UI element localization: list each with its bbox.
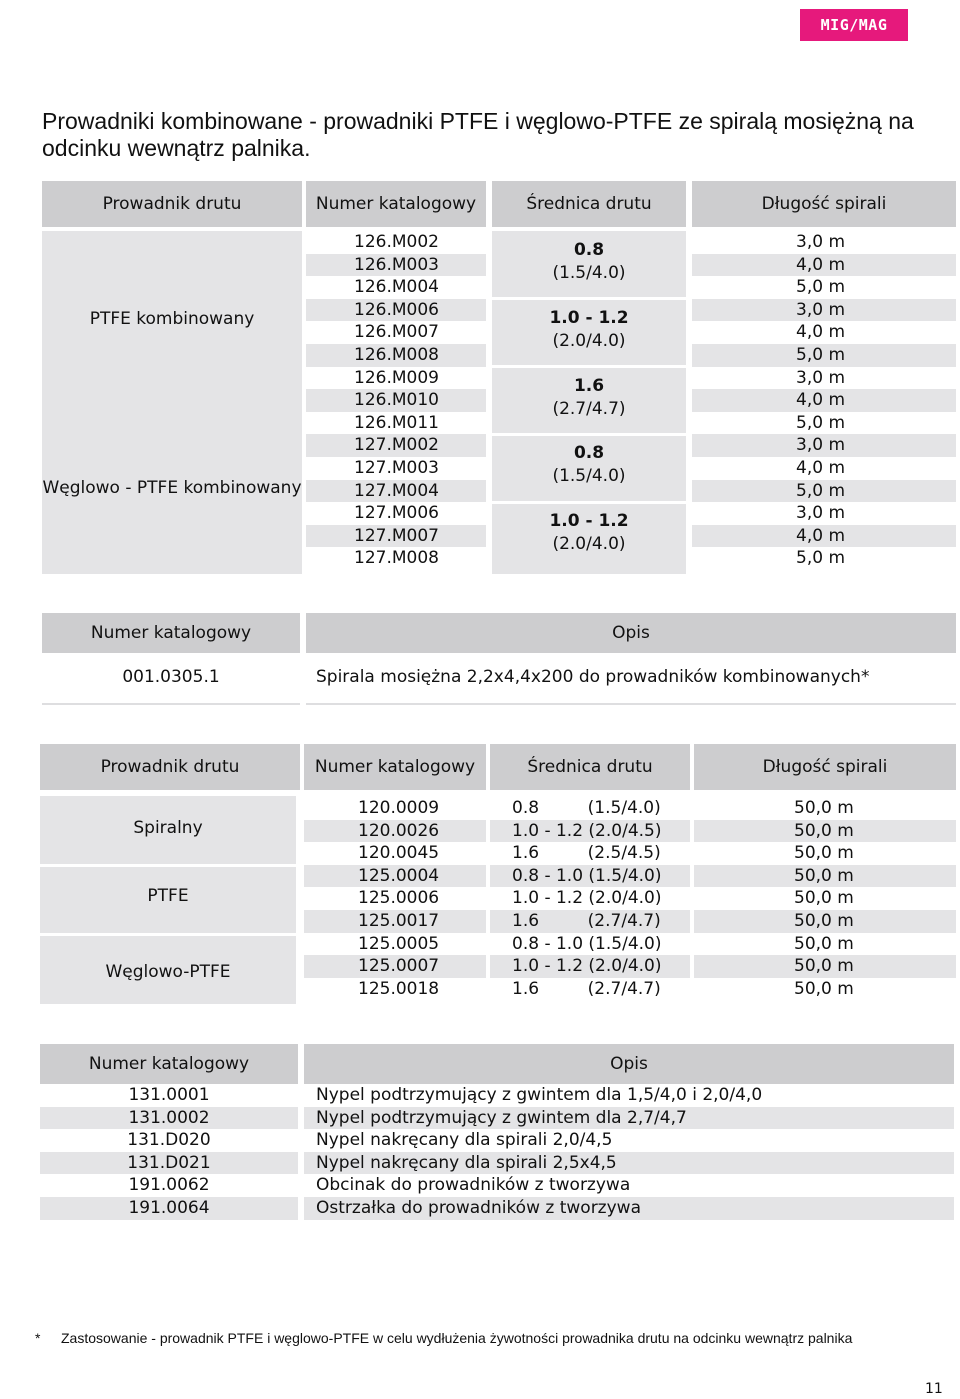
spiral-length-cell: 50,0 m — [794, 933, 854, 954]
table2-row-code: 001.0305.1 — [122, 667, 220, 687]
table4-header-catalog: Numer katalogowy — [40, 1044, 298, 1084]
catalog-number-cell: 126.M008 — [306, 344, 486, 367]
diameter-group-divider — [492, 433, 686, 436]
catalog-number-cell: 126.M010 — [306, 389, 486, 412]
accessory-description-cell: Nypel nakręcany dla spirali 2,5x4,5 — [304, 1152, 954, 1175]
table3-length-column — [694, 797, 956, 1000]
diameter-group-divider — [492, 501, 686, 504]
table3-header-liner: Prowadnik drutu — [40, 744, 300, 790]
table3-header-diameter: Średnica drutu — [490, 744, 690, 790]
diameter-main: 1.6 — [573, 375, 605, 396]
table4-code-column — [40, 1084, 298, 1220]
spiral-length-cell: 5,0 m — [796, 277, 845, 298]
catalog-number-cell: 125.0004 — [304, 865, 486, 888]
spiral-length-cell: 3,0 m — [796, 232, 845, 252]
spiral-length-cell: 5,0 m — [796, 412, 845, 433]
group-label-ptfe-combined: PTFE kombinowany — [89, 309, 255, 329]
diameter-group-cell — [492, 375, 686, 421]
catalog-number-cell: 126.M003 — [306, 254, 486, 277]
catalog-number-cell: 127.M006 — [354, 503, 439, 524]
spiral-length-cell: 3,0 m — [692, 434, 956, 457]
catalog-number-cell: 126.M002 — [354, 232, 439, 252]
spiral-length-cell: 4,0 m — [692, 389, 956, 412]
wire-diameter-cell: 0.8 - 1.0 (1.5/4.0) — [512, 933, 662, 954]
catalog-number-cell: 125.0006 — [358, 888, 440, 909]
group-label-spiral: Spiralny — [133, 818, 203, 838]
spiral-length-cell: 50,0 m — [794, 843, 854, 864]
accessory-description-cell: Obcinak do prowadników z tworzywa — [316, 1175, 631, 1196]
catalog-number-cell: 125.0018 — [358, 978, 440, 999]
footnote-text: Zastosowanie - prowadnik PTFE i węglowo-PTFE w celu wydłużenia żywotności prowadnika drutu na odcinku wewnątrz palnika — [61, 1330, 853, 1346]
wire-diameter-cell: 1.6 (2.5/4.5) — [512, 843, 661, 864]
wire-diameter-cell: 1.0 - 1.2 (2.0/4.0) — [490, 955, 690, 978]
spiral-length-cell: 50,0 m — [794, 978, 854, 999]
spiral-length-cell: 50,0 m — [694, 865, 956, 888]
diameter-sub: (2.7/4.7) — [552, 398, 626, 419]
spiral-length-cell: 4,0 m — [796, 457, 845, 478]
spiral-length-cell: 4,0 m — [796, 322, 845, 343]
catalog-number-cell: 126.M004 — [354, 277, 439, 298]
catalog-number-cell: 126.M009 — [354, 367, 439, 388]
diameter-group-cell — [492, 239, 686, 285]
group-label-carbon-ptfe-combined: Węglowo - PTFE kombinowany — [42, 478, 302, 498]
diameter-sub: (2.0/4.0) — [552, 534, 626, 555]
table3-header-length: Długość spirali — [694, 744, 956, 790]
accessory-code-cell: 191.0062 — [128, 1175, 210, 1196]
table3-diameter-column — [490, 797, 690, 1000]
spiral-length-cell: 50,0 m — [694, 955, 956, 978]
spiral-length-cell: 4,0 m — [692, 254, 956, 277]
catalog-number-cell: 126.M007 — [354, 322, 439, 343]
catalog-number-cell: 125.0005 — [358, 933, 440, 954]
diameter-group-cell — [492, 442, 686, 488]
diameter-group-cell — [492, 510, 686, 556]
table1-header-liner: Prowadnik drutu — [42, 181, 302, 227]
page-number: 11 — [925, 1381, 943, 1397]
table1-length-column — [692, 231, 956, 570]
table2-divider — [306, 703, 956, 705]
table4-header-description: Opis — [304, 1044, 954, 1084]
table1-header-length: Długość spirali — [692, 181, 956, 227]
accessory-description-cell: Nypel podtrzymujący z gwintem dla 1,5/4,0 i 2,0/4,0 — [316, 1085, 763, 1105]
catalog-number-cell: 126.M006 — [306, 299, 486, 322]
spiral-length-cell: 5,0 m — [796, 548, 845, 569]
table3-catalog-column — [304, 797, 486, 1000]
accessory-description-cell: Ostrzałka do prowadników z tworzywa — [304, 1197, 954, 1220]
footnote-marker: * — [35, 1330, 41, 1346]
table1-header-catalog: Numer katalogowy — [306, 181, 486, 227]
table3-header-catalog: Numer katalogowy — [304, 744, 486, 790]
catalog-number-cell: 127.M004 — [306, 480, 486, 503]
table2-divider — [42, 703, 300, 705]
accessory-code-cell: 131.D020 — [127, 1130, 211, 1151]
wire-diameter-cell: 1.6 (2.7/4.7) — [512, 978, 661, 999]
wire-diameter-cell: 1.0 - 1.2 (2.0/4.5) — [490, 820, 690, 843]
page-title: Prowadniki kombinowane - prowadniki PTFE i węglowo-PTFE ze spiralą mosiężną na odcinku wewnątrz palnika. — [42, 108, 914, 161]
diameter-main: 1.0 - 1.2 — [549, 511, 629, 532]
spiral-length-cell: 50,0 m — [694, 820, 956, 843]
diameter-sub: (1.5/4.0) — [552, 466, 626, 487]
wire-diameter-cell: 0.8 (1.5/4.0) — [512, 798, 661, 818]
diameter-main: 1.0 - 1.2 — [549, 307, 629, 328]
spiral-length-cell: 50,0 m — [794, 798, 854, 818]
catalog-number-cell: 120.0026 — [304, 820, 486, 843]
accessory-description-cell: Nypel podtrzymujący z gwintem dla 2,7/4,7 — [304, 1107, 954, 1130]
diameter-group-divider — [492, 365, 686, 368]
catalog-number-cell: 126.M011 — [354, 412, 439, 433]
accessory-code-cell: 131.0002 — [40, 1107, 298, 1130]
accessory-code-cell: 191.0064 — [40, 1197, 298, 1220]
catalog-number-cell: 127.M008 — [354, 548, 439, 569]
catalog-number-cell: 125.0017 — [304, 910, 486, 933]
table2-header-description: Opis — [306, 613, 956, 653]
table2-header-catalog: Numer katalogowy — [42, 613, 300, 653]
catalog-number-cell: 125.0007 — [304, 955, 486, 978]
diameter-group-cell — [492, 307, 686, 353]
spiral-length-cell: 5,0 m — [692, 480, 956, 503]
spiral-length-cell: 50,0 m — [694, 910, 956, 933]
spiral-length-cell: 3,0 m — [692, 299, 956, 322]
group-label-carbon-ptfe: Węglowo-PTFE — [105, 962, 231, 982]
catalog-number-cell: 127.M002 — [306, 434, 486, 457]
spiral-length-cell: 50,0 m — [794, 888, 854, 909]
diameter-main: 0.8 — [573, 240, 605, 260]
catalog-number-cell: 120.0045 — [358, 843, 440, 864]
table4-description-column — [304, 1084, 954, 1220]
wire-diameter-cell: 1.0 - 1.2 (2.0/4.0) — [512, 888, 662, 909]
accessory-code-cell: 131.D021 — [40, 1152, 298, 1175]
accessory-code-cell: 131.0001 — [128, 1085, 210, 1105]
diameter-sub: (2.0/4.0) — [552, 330, 626, 351]
catalog-number-cell: 127.M003 — [354, 457, 439, 478]
table1-catalog-column — [306, 231, 486, 570]
table1-liner-column — [42, 231, 302, 574]
wire-diameter-cell: 1.6 (2.7/4.7) — [490, 910, 690, 933]
diameter-main: 0.8 — [573, 443, 605, 464]
spiral-length-cell: 5,0 m — [692, 344, 956, 367]
diameter-group-divider — [492, 297, 686, 300]
catalog-number-cell: 120.0009 — [358, 798, 440, 818]
catalog-number-cell: 127.M007 — [306, 525, 486, 548]
diameter-sub: (1.5/4.0) — [552, 263, 626, 283]
table2-row-description: Spirala mosiężna 2,2x4,4x200 do prowadników kombinowanych* — [316, 667, 870, 687]
group-label-ptfe: PTFE — [147, 886, 189, 906]
table1-header-diameter: Średnica drutu — [492, 181, 686, 227]
spiral-length-cell: 4,0 m — [692, 525, 956, 548]
section-tag-mig-mag: MIG/MAG — [800, 9, 908, 41]
spiral-length-cell: 3,0 m — [796, 367, 845, 388]
accessory-description-cell: Nypel nakręcany dla spirali 2,0/4,5 — [316, 1130, 613, 1151]
spiral-length-cell: 3,0 m — [796, 503, 845, 524]
wire-diameter-cell: 0.8 - 1.0 (1.5/4.0) — [490, 865, 690, 888]
